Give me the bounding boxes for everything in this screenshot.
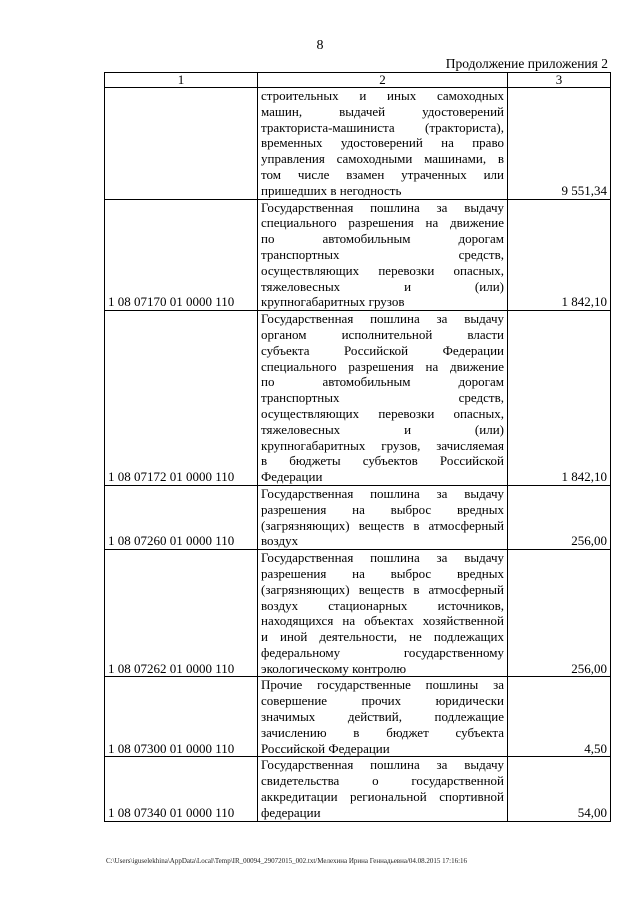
description-line: Государственная пошлина за выдачу xyxy=(261,485,504,501)
description-line: в бюджеты субъектов Российской xyxy=(261,453,504,469)
description-line: временных удостоверений на право xyxy=(261,135,504,151)
table-body xyxy=(105,88,611,822)
budget-code-cell: 1 08 07172 01 0000 110 xyxy=(105,311,258,486)
table-row xyxy=(105,485,611,549)
amount-cell: 1 842,10 xyxy=(508,199,611,311)
description-line: экологическому контролю xyxy=(261,660,407,676)
amount-cell: 4,50 xyxy=(508,677,611,757)
description-line: управления самоходными машинами, в xyxy=(261,151,504,167)
description-line: по автомобильным дорогам xyxy=(261,374,504,390)
table-row xyxy=(105,199,611,311)
description-line: Федерации xyxy=(261,469,323,485)
description-line: воздух стационарных источников, xyxy=(261,597,504,613)
table-row xyxy=(105,311,611,486)
description-line: органом исполнительной власти xyxy=(261,326,504,342)
description-line: тяжеловесных и (или) xyxy=(261,278,504,294)
description-line: специального разрешения на движение xyxy=(261,358,504,374)
description-line: свидетельства о государственной xyxy=(261,773,504,789)
description-line: Государственная пошлина за выдачу xyxy=(261,199,504,215)
table-row xyxy=(105,88,611,200)
description-line: (загрязняющих) веществ в атмосферный xyxy=(261,517,504,533)
description-line: транспортных средств, xyxy=(261,390,504,406)
description-cell xyxy=(258,550,508,677)
description-line: осуществляющих перевозки опасных, xyxy=(261,405,504,421)
description-line: крупногабаритных грузов xyxy=(261,294,405,310)
description-line: значимых действий, подлежащие xyxy=(261,709,504,725)
amount-cell: 9 551,34 xyxy=(508,88,611,200)
description-line: по автомобильным дорогам xyxy=(261,231,504,247)
table-row xyxy=(105,757,611,821)
description-line: воздух xyxy=(261,533,299,549)
column-header-1: 1 xyxy=(105,73,258,88)
description-line: разрешения на выброс вредных xyxy=(261,501,504,517)
budget-code-cell: 1 08 07340 01 0000 110 xyxy=(105,757,258,821)
description-line: Российской Федерации xyxy=(261,740,390,756)
budget-code-cell xyxy=(105,88,258,200)
budget-code-cell: 1 08 07262 01 0000 110 xyxy=(105,550,258,677)
description-cell xyxy=(258,757,508,821)
appendix-table xyxy=(104,72,611,822)
description-cell xyxy=(258,88,508,200)
amount-cell: 256,00 xyxy=(508,485,611,549)
description-line: разрешения на выброс вредных xyxy=(261,565,504,581)
appendix-continuation-label: Продолжение приложения 2 xyxy=(445,56,608,71)
description-line: аккредитации региональной спортивной xyxy=(261,789,504,805)
page-number: 8 xyxy=(316,38,324,53)
description-line: Государственная пошлина за выдачу xyxy=(261,550,504,566)
amount-cell: 256,00 xyxy=(508,550,611,677)
description-cell xyxy=(258,199,508,311)
table-row xyxy=(105,550,611,677)
budget-code-cell: 1 08 07260 01 0000 110 xyxy=(105,485,258,549)
column-header-2: 2 xyxy=(258,73,508,88)
description-line: Государственная пошлина за выдачу xyxy=(261,311,504,327)
description-cell xyxy=(258,677,508,757)
description-line: Государственная пошлина за выдачу xyxy=(261,757,504,773)
description-line: и иной деятельности, не подлежащих xyxy=(261,629,504,645)
amount-cell: 1 842,10 xyxy=(508,311,611,486)
description-line: зачислению в бюджет субъекта xyxy=(261,724,504,740)
table-row xyxy=(105,677,611,757)
description-line: транспортных средств, xyxy=(261,246,504,262)
budget-code-cell: 1 08 07170 01 0000 110 xyxy=(105,199,258,311)
description-line: тяжеловесных и (или) xyxy=(261,421,504,437)
file-path-footer: C:\Users\iguselekhina\AppData\Local\Temp\IR_00094_29072015_002.txt/Мелехина Ирина Геннадьевна/04.08.2015 17:16:16 xyxy=(106,857,468,865)
description-line: пришедших в негодность xyxy=(261,182,402,198)
description-line: федерации xyxy=(261,804,321,820)
description-line: совершение прочих юридически xyxy=(261,693,504,709)
description-line: находящихся на объектах хозяйственной xyxy=(261,613,504,629)
description-line: специального разрешения на движение xyxy=(261,215,504,231)
description-line: федеральному государственному xyxy=(261,644,504,660)
description-line: строительных и иных самоходных xyxy=(261,88,504,103)
description-line: крупногабаритных грузов, зачисляемая xyxy=(261,437,504,453)
description-cell xyxy=(258,485,508,549)
column-header-3: 3 xyxy=(508,73,611,88)
description-line: осуществляющих перевозки опасных, xyxy=(261,262,504,278)
description-cell xyxy=(258,311,508,486)
description-line: том числе взамен утраченных или xyxy=(261,166,504,182)
amount-cell: 54,00 xyxy=(508,757,611,821)
description-line: Прочие государственные пошлины за xyxy=(261,677,504,693)
description-line: (загрязняющих) веществ в атмосферный xyxy=(261,581,504,597)
description-line: тракториста-машиниста (тракториста), xyxy=(261,119,504,135)
description-line: субъекта Российской Федерации xyxy=(261,342,504,358)
budget-code-cell: 1 08 07300 01 0000 110 xyxy=(105,677,258,757)
description-line: машин, выдачей удостоверений xyxy=(261,103,504,119)
header-row xyxy=(105,73,611,88)
